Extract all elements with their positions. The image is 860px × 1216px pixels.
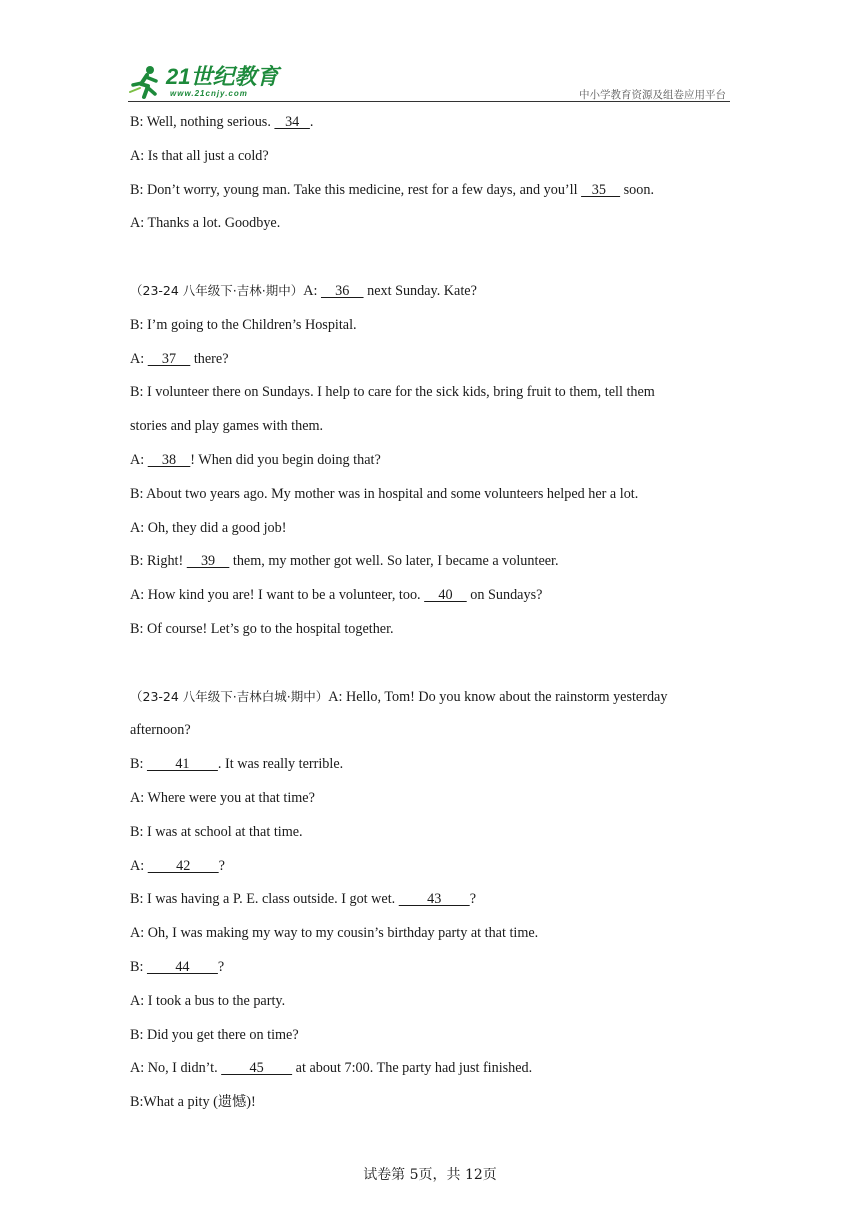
dialogue-line bbox=[130, 448, 730, 482]
dialogue-line bbox=[130, 685, 730, 719]
line-text: A: I took a bus to the party. bbox=[130, 992, 286, 1009]
line-text: ? bbox=[217, 958, 225, 975]
line-text: B: bbox=[130, 756, 147, 773]
answer-blank: 40 bbox=[424, 587, 467, 604]
answer-blank: 36 bbox=[320, 282, 364, 299]
question-source: （23-24 八年级下·吉林·期中） bbox=[130, 282, 304, 298]
line-text: them, my mother got well. So later, I became a volunteer. bbox=[229, 553, 559, 570]
line-text: next Sunday. Kate? bbox=[363, 282, 477, 299]
line-text: A: bbox=[130, 857, 148, 874]
dialogue-line bbox=[130, 955, 730, 989]
answer-blank: 35 bbox=[581, 181, 621, 198]
line-text: B: Well, nothing serious. bbox=[130, 114, 275, 130]
line-text: B: I was at school at that time. bbox=[130, 823, 303, 840]
dialogue-line bbox=[130, 718, 730, 752]
line-text: A: Where were you at that time? bbox=[130, 789, 315, 806]
dialogue-line bbox=[130, 1023, 730, 1057]
section-gap bbox=[130, 651, 730, 685]
dialogue-line bbox=[130, 211, 730, 245]
answer-blank: 37 bbox=[147, 350, 191, 367]
answer-blank: 44 bbox=[146, 958, 218, 975]
line-text: A: How kind you are! I want to be a volunteer, too. bbox=[130, 587, 425, 604]
line-text: . It was really terrible. bbox=[217, 756, 344, 773]
line-text: ! When did you begin doing that? bbox=[190, 451, 381, 468]
line-text: ? bbox=[218, 857, 225, 874]
line-text: afternoon? bbox=[130, 722, 191, 739]
runner-logo-icon bbox=[128, 64, 164, 100]
dialogue-line bbox=[130, 989, 730, 1023]
line-text: B: bbox=[130, 958, 147, 975]
dialogue-line bbox=[130, 313, 730, 347]
dialogue-line bbox=[130, 820, 730, 854]
line-text: A: Hello, Tom! Do you know about the rainstorm yesterday bbox=[328, 688, 668, 705]
dialogue-line bbox=[130, 110, 730, 144]
line-text: B: About two years ago. My mother was in hospital and some volunteers helped her a lot. bbox=[130, 485, 639, 502]
dialogue-line bbox=[130, 786, 730, 820]
line-text: B: I volunteer there on Sundays. I help to care for the sick kids, bring fruit to them, tell them bbox=[130, 384, 655, 401]
answer-blank: 38 bbox=[147, 451, 191, 468]
line-text: A: Thanks a lot. Goodbye. bbox=[130, 215, 281, 232]
logo-url: www.21cnjy.com bbox=[170, 89, 248, 98]
dialogue-line bbox=[130, 414, 730, 448]
header-tagline: 中小学教育资源及组卷应用平台 bbox=[579, 89, 726, 101]
question-source: （23-24 八年级下·吉林白城·期中） bbox=[130, 688, 329, 704]
line-text: B: I’m going to the Children’s Hospital. bbox=[130, 316, 357, 333]
answer-blank: 42 bbox=[147, 857, 219, 874]
line-text: A: No, I didn’t. bbox=[130, 1060, 222, 1077]
line-text: A: Oh, I was making my way to my cousin’s birthday party at that time. bbox=[130, 925, 539, 942]
answer-blank: 41 bbox=[146, 756, 218, 773]
dialogue-line bbox=[130, 482, 730, 516]
line-text: A: bbox=[130, 350, 148, 367]
dialogue-line bbox=[130, 380, 730, 414]
line-text: A: bbox=[130, 451, 148, 468]
dialogue-line bbox=[130, 1090, 730, 1124]
line-text: B:What a pity (遗憾)! bbox=[130, 1094, 256, 1111]
dialogue-line bbox=[130, 921, 730, 955]
line-text: B: I was having a P. E. class outside. I got wet. bbox=[130, 891, 399, 908]
line-text: B: Of course! Let’s go to the hospital together. bbox=[130, 620, 394, 637]
line-text: A: bbox=[303, 282, 321, 299]
dialogue-line bbox=[130, 549, 730, 583]
dialogue-line bbox=[130, 178, 730, 212]
page-footer: 试卷第 5页，共 12页 bbox=[363, 1167, 497, 1183]
header-divider bbox=[128, 101, 730, 102]
dialogue-line bbox=[130, 1056, 730, 1090]
answer-blank: 45 bbox=[221, 1060, 293, 1077]
line-text: A: Oh, they did a good job! bbox=[130, 519, 287, 536]
dialogue-line bbox=[130, 854, 730, 888]
dialogue-line bbox=[130, 144, 730, 178]
exercise-content bbox=[130, 110, 730, 1124]
line-text: B: Did you get there on time? bbox=[130, 1026, 299, 1043]
dialogue-line bbox=[130, 279, 730, 313]
line-text: soon. bbox=[620, 181, 654, 198]
line-text: on Sundays? bbox=[466, 587, 543, 604]
line-text: there? bbox=[190, 350, 229, 367]
dialogue-line bbox=[130, 347, 730, 381]
logo-text: 21世纪教育 bbox=[166, 64, 279, 89]
line-text: ? bbox=[469, 891, 476, 908]
dialogue-line bbox=[130, 583, 730, 617]
answer-blank: 43 bbox=[398, 891, 470, 908]
line-text: B: Right! bbox=[130, 553, 187, 570]
dialogue-line bbox=[130, 617, 730, 651]
line-text: at about 7:00. The party had just finished. bbox=[292, 1060, 533, 1077]
dialogue-line bbox=[130, 887, 730, 921]
dialogue-line bbox=[130, 752, 730, 786]
line-text: . bbox=[309, 114, 314, 130]
line-text: B: Don’t worry, young man. Take this medicine, rest for a few days, and you’ll bbox=[130, 181, 582, 198]
dialogue-line bbox=[130, 516, 730, 550]
answer-blank: 39 bbox=[186, 553, 230, 570]
logo bbox=[128, 64, 279, 102]
section-gap bbox=[130, 245, 730, 279]
line-text: A: Is that all just a cold? bbox=[130, 147, 269, 164]
page-header bbox=[128, 60, 730, 104]
line-text: stories and play games with them. bbox=[130, 418, 324, 435]
answer-blank: 34 bbox=[274, 114, 310, 130]
